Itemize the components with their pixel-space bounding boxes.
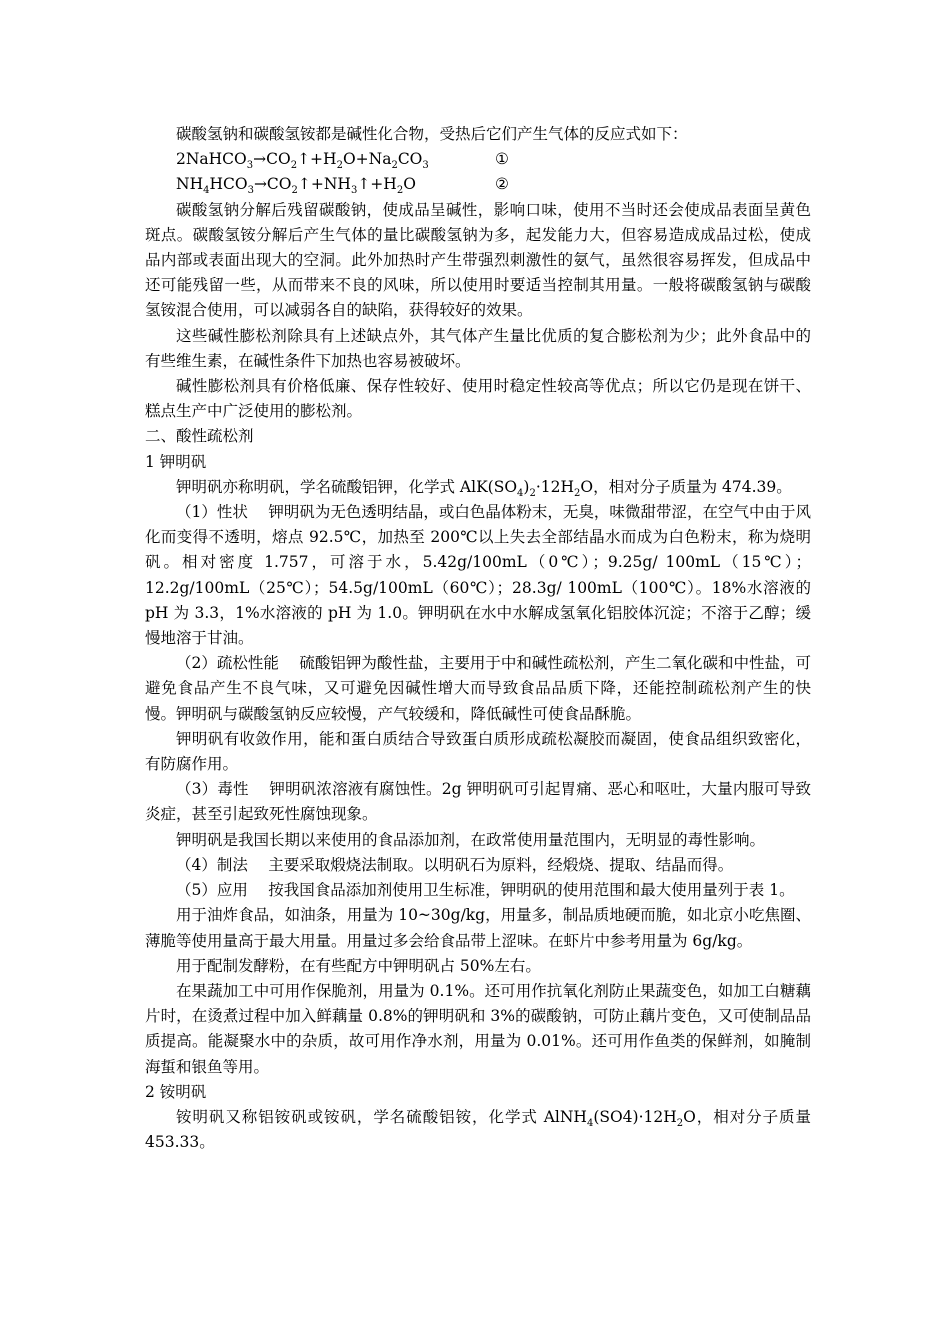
paragraph-properties: （1）性状 钾明矾为无色透明结晶，或白色晶体粉末，无臭，味微甜带涩，在空气中由于风化而变得不透明，熔点 92.5℃，加热至 200℃以上失去全部结晶水而成为白色粉末，称为烧明矾。相对密度 1.757，可溶于水，5.42g/100mL（0℃）；9.25g/ 100mL（15℃）；12.2g/100mL（25℃）；54.5g/100mL（60℃）；28.3g/ 100mL（100℃）。18%水溶液的 pH 为 3.3，1%水溶液的 pH 为 1.0。钾明矾在水中水解成氢氧化铝胶体沉淀；不溶于乙醇；缓慢地溶于甘油。 (145, 503, 811, 648)
paragraph-ammonium-alum-definition: 铵明矾又称铝铵矾或铵矾，学名硫酸铝铵，化学式 $AlNH_4(SO4)\cdot 12H_2O$，相对分子质量 453.33。 (145, 1107, 811, 1152)
item-heading-1: 1 钾明矾 (145, 452, 207, 471)
document-body (145, 122, 811, 1155)
paragraph-alum-definition: 钾明矾亦称明矾，学名硫酸铝钾，化学式 $AlK(SO_4)_2\cdot 12H_2O$，相对分子质量为 474.39。 (176, 477, 792, 499)
equation-2: $NH_4HCO_3\to CO_2↑+NH_3↑+H_2O$ ② (145, 172, 811, 197)
paragraph-1: 碳酸氢钠分解后残留碳酸钠，使成品呈碱性，影响口味，使用不当时还会使成品表面呈黄色斑点。碳酸氢铵分解后产生气体的量比碳酸氢钠为多，起发能力大，但容易造成成品过松，使成品内部或表面出现大的空洞。此外加热时产生带强烈刺激性的氨气，虽然很容易挥发，但成品中还可能残留一些，从而带来不良的风味，所以使用时要适当控制其用量。一般将碳酸氢钠与碳酸氢铵混合使用，可以减弱各自的缺陷，获得较好的效果。 (145, 200, 811, 320)
paragraph-astringent: 钾明矾有收敛作用，能和蛋白质结合导致蛋白质形成疏松凝胶而凝固，使食品组织致密化，有防腐作用。 (145, 729, 811, 774)
paragraph-application: （5）应用 按我国食品添加剂使用卫生标准，钾明矾的使用范围和最大使用量列于表 1。 (176, 881, 795, 900)
equation-1: $2NaHCO_3\to CO_2↑+H_2O+Na_2CO_3$ ① (145, 147, 811, 172)
section-heading: 二、酸性疏松剂 (145, 427, 254, 446)
paragraph-use-baking-powder: 用于配制发酵粉，在有些配方中钾明矾占 50%左右。 (176, 956, 541, 975)
paragraph-leavening: （2）疏松性能 硫酸铝钾为酸性盐，主要用于中和碱性疏松剂，产生二氧化碳和中性盐，可避免食品产生不良气味，又可避免因碱性增大而导致食品品质下降，还能控制疏松剂产生的快慢。钾明矾与碳酸氢钠反应较慢，产气较缓和，降低碱性可使食品酥脆。 (145, 654, 811, 723)
paragraph-toxicity: （3）毒性 钾明矾浓溶液有腐蚀性。2g 钾明矾可引起胃痛、恶心和呕吐，大量内服可导致炎症，甚至引起致死性腐蚀现象。 (145, 780, 811, 824)
paragraph-3: 碱性膨松剂具有价格低廉、保存性较好、使用时稳定性较高等优点；所以它仍是现在饼干、糕点生产中广泛使用的膨松剂。 (145, 377, 811, 421)
item-heading-2: 2 铵明矾 (145, 1082, 207, 1101)
paragraph-use-produce: 在果蔬加工中可用作保脆剂，用量为 0.1%。还可用作抗氧化剂防止果蔬变色，如加工白糖藕片时，在烫煮过程中加入鲜藕量 0.8%的钾明矾和 3%的碳酸钠，可防止藕片变色，又可使制品品质提高。能凝聚水中的杂质，故可用作净水剂，用量为 0.01%。还可用作鱼类的保鲜剂，如腌制海蜇和银鱼等用。 (145, 981, 811, 1076)
paragraph-2: 这些碱性膨松剂除具有上述缺点外，其气体产生量比优质的复合膨松剂为少；此外食品中的有些维生素，在碱性条件下加热也容易被破坏。 (145, 326, 811, 370)
paragraph-production: （4）制法 主要采取煅烧法制取。以明矾石为原料，经煅烧、提取、结晶而得。 (176, 855, 734, 874)
paragraph-intro: 碳酸氢钠和碳酸氢铵都是碱性化合物，受热后它们产生气体的反应式如下： (176, 125, 688, 143)
paragraph-use-fried: 用于油炸食品，如油条，用量为 10~30g/kg，用量多，制品质地硬而脆，如北京小吃焦圈、薄脆等使用量高于最大用量。用量过多会给食品带上涩味。在虾片中参考用量为 6g/kg。 (145, 906, 811, 950)
equation-2-number: ② (495, 175, 509, 194)
equation-1-number: ① (495, 150, 509, 169)
paragraph-toxicity-note: 钾明矾是我国长期以来使用的食品添加剂，在政常使用量范围内，无明显的毒性影响。 (176, 830, 766, 849)
